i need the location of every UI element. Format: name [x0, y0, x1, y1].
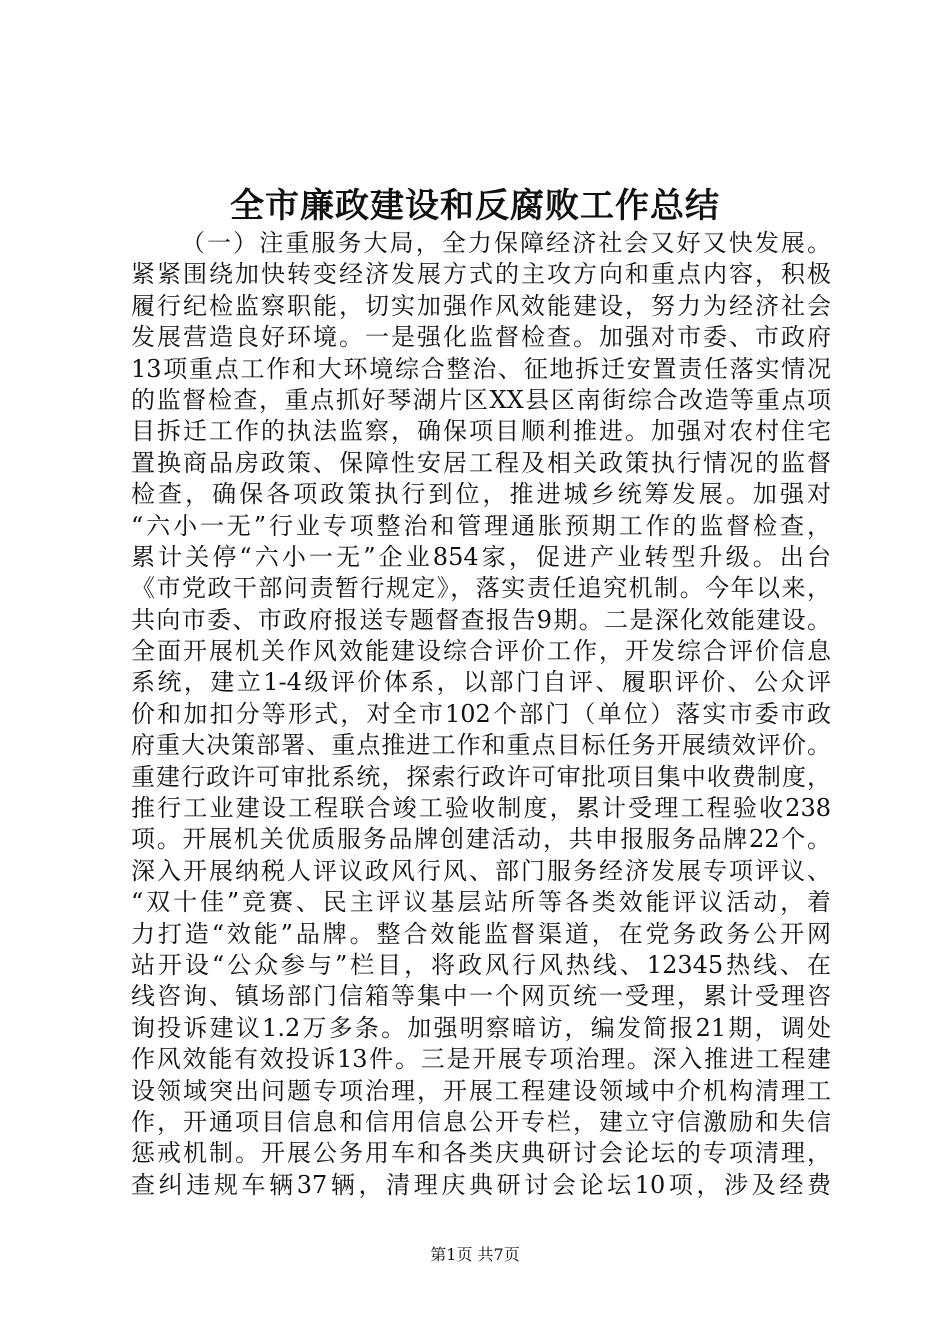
body-line: 《市党政干部问责暂行规定》，落实责任追究机制。今年以来， — [131, 574, 831, 603]
body-line: 履行纪检监察职能，切实加强作风效能建设，努力为经济社会 — [131, 291, 831, 320]
body-line: 深入开展纳税人评议政风行风、部门服务经济发展专项评议、 — [131, 856, 831, 885]
body-line: 检查，确保各项政策执行到位，推进城乡统筹发展。加强对 — [131, 480, 831, 509]
body-line: 发展营造良好环境。一是强化监督检查。加强对市委、市政府 — [131, 323, 831, 352]
body-line: 目拆迁工作的执法监察，确保项目顺利推进。加强对农村住宅 — [131, 417, 831, 446]
body-line: 项。开展机关优质服务品牌创建活动，共申报服务品牌22个。 — [131, 825, 831, 854]
body-line: 府重大决策部署、重点推进工作和重点目标任务开展绩效评价。 — [131, 731, 831, 760]
body-line: 站开设“公众参与”栏目，将政风行风热线、12345热线、在 — [131, 950, 831, 979]
document-body — [131, 228, 831, 1201]
body-line: 查纠违规车辆37辆，清理庆典研讨会论坛10项，涉及经费 — [131, 1170, 831, 1199]
body-line: 重建行政许可审批系统，探索行政许可审批项目集中收费制度， — [131, 762, 831, 791]
body-line: （一）注重服务大局，全力保障经济社会又好又快发展。 — [181, 229, 831, 257]
body-line: 推行工业建设工程联合竣工验收制度，累计受理工程验收238 — [131, 794, 831, 823]
document-title: 全市廉政建设和反腐败工作总结 — [230, 186, 720, 226]
page-number-footer: 第1页 共7页 — [430, 1245, 520, 1264]
body-line: 全面开展机关作风效能建设综合评价工作，开发综合评价信息 — [131, 637, 831, 666]
body-line: 的监督检查，重点抓好琴湖片区XX县区南街综合改造等重点项 — [131, 385, 831, 414]
body-line: 价和加扣分等形式，对全市102个部门（单位）落实市委市政 — [131, 699, 831, 728]
body-line: 询投诉建议1.2万多条。加强明察暗访，编发简报21期，调处 — [131, 1013, 831, 1042]
body-line: 系统，建立1-4级评价体系，以部门自评、履职评价、公众评 — [131, 668, 831, 697]
body-line: 设领域突出问题专项治理，开展工程建设领域中介机构清理工 — [131, 1076, 831, 1105]
body-line: 置换商品房政策、保障性安居工程及相关政策执行情况的监督 — [131, 448, 831, 477]
body-line: 累计关停“六小一无”企业854家，促进产业转型升级。出台 — [131, 542, 831, 571]
body-line: 力打造“效能”品牌。整合效能监督渠道，在党务政务公开网 — [131, 919, 831, 948]
body-line: 13项重点工作和大环境综合整治、征地拆迁安置责任落实情况 — [131, 354, 831, 383]
body-line: “双十佳”竞赛、民主评议基层站所等各类效能评议活动，着 — [131, 888, 831, 917]
body-line: 作，开通项目信息和信用信息公开专栏，建立守信激励和失信 — [131, 1107, 831, 1136]
body-line: 线咨询、镇场部门信箱等集中一个网页统一受理，累计受理咨 — [131, 982, 831, 1011]
body-line: “六小一无”行业专项整治和管理通胀预期工作的监督检查， — [131, 511, 831, 540]
body-line: 作风效能有效投诉13件。三是开展专项治理。深入推进工程建 — [131, 1045, 831, 1074]
body-line: 共向市委、市政府报送专题督查报告9期。二是深化效能建设。 — [131, 605, 831, 634]
body-line: 惩戒机制。开展公务用车和各类庆典研讨会论坛的专项清理， — [131, 1139, 831, 1168]
body-line: 紧紧围绕加快转变经济发展方式的主攻方向和重点内容，积极 — [131, 260, 831, 289]
